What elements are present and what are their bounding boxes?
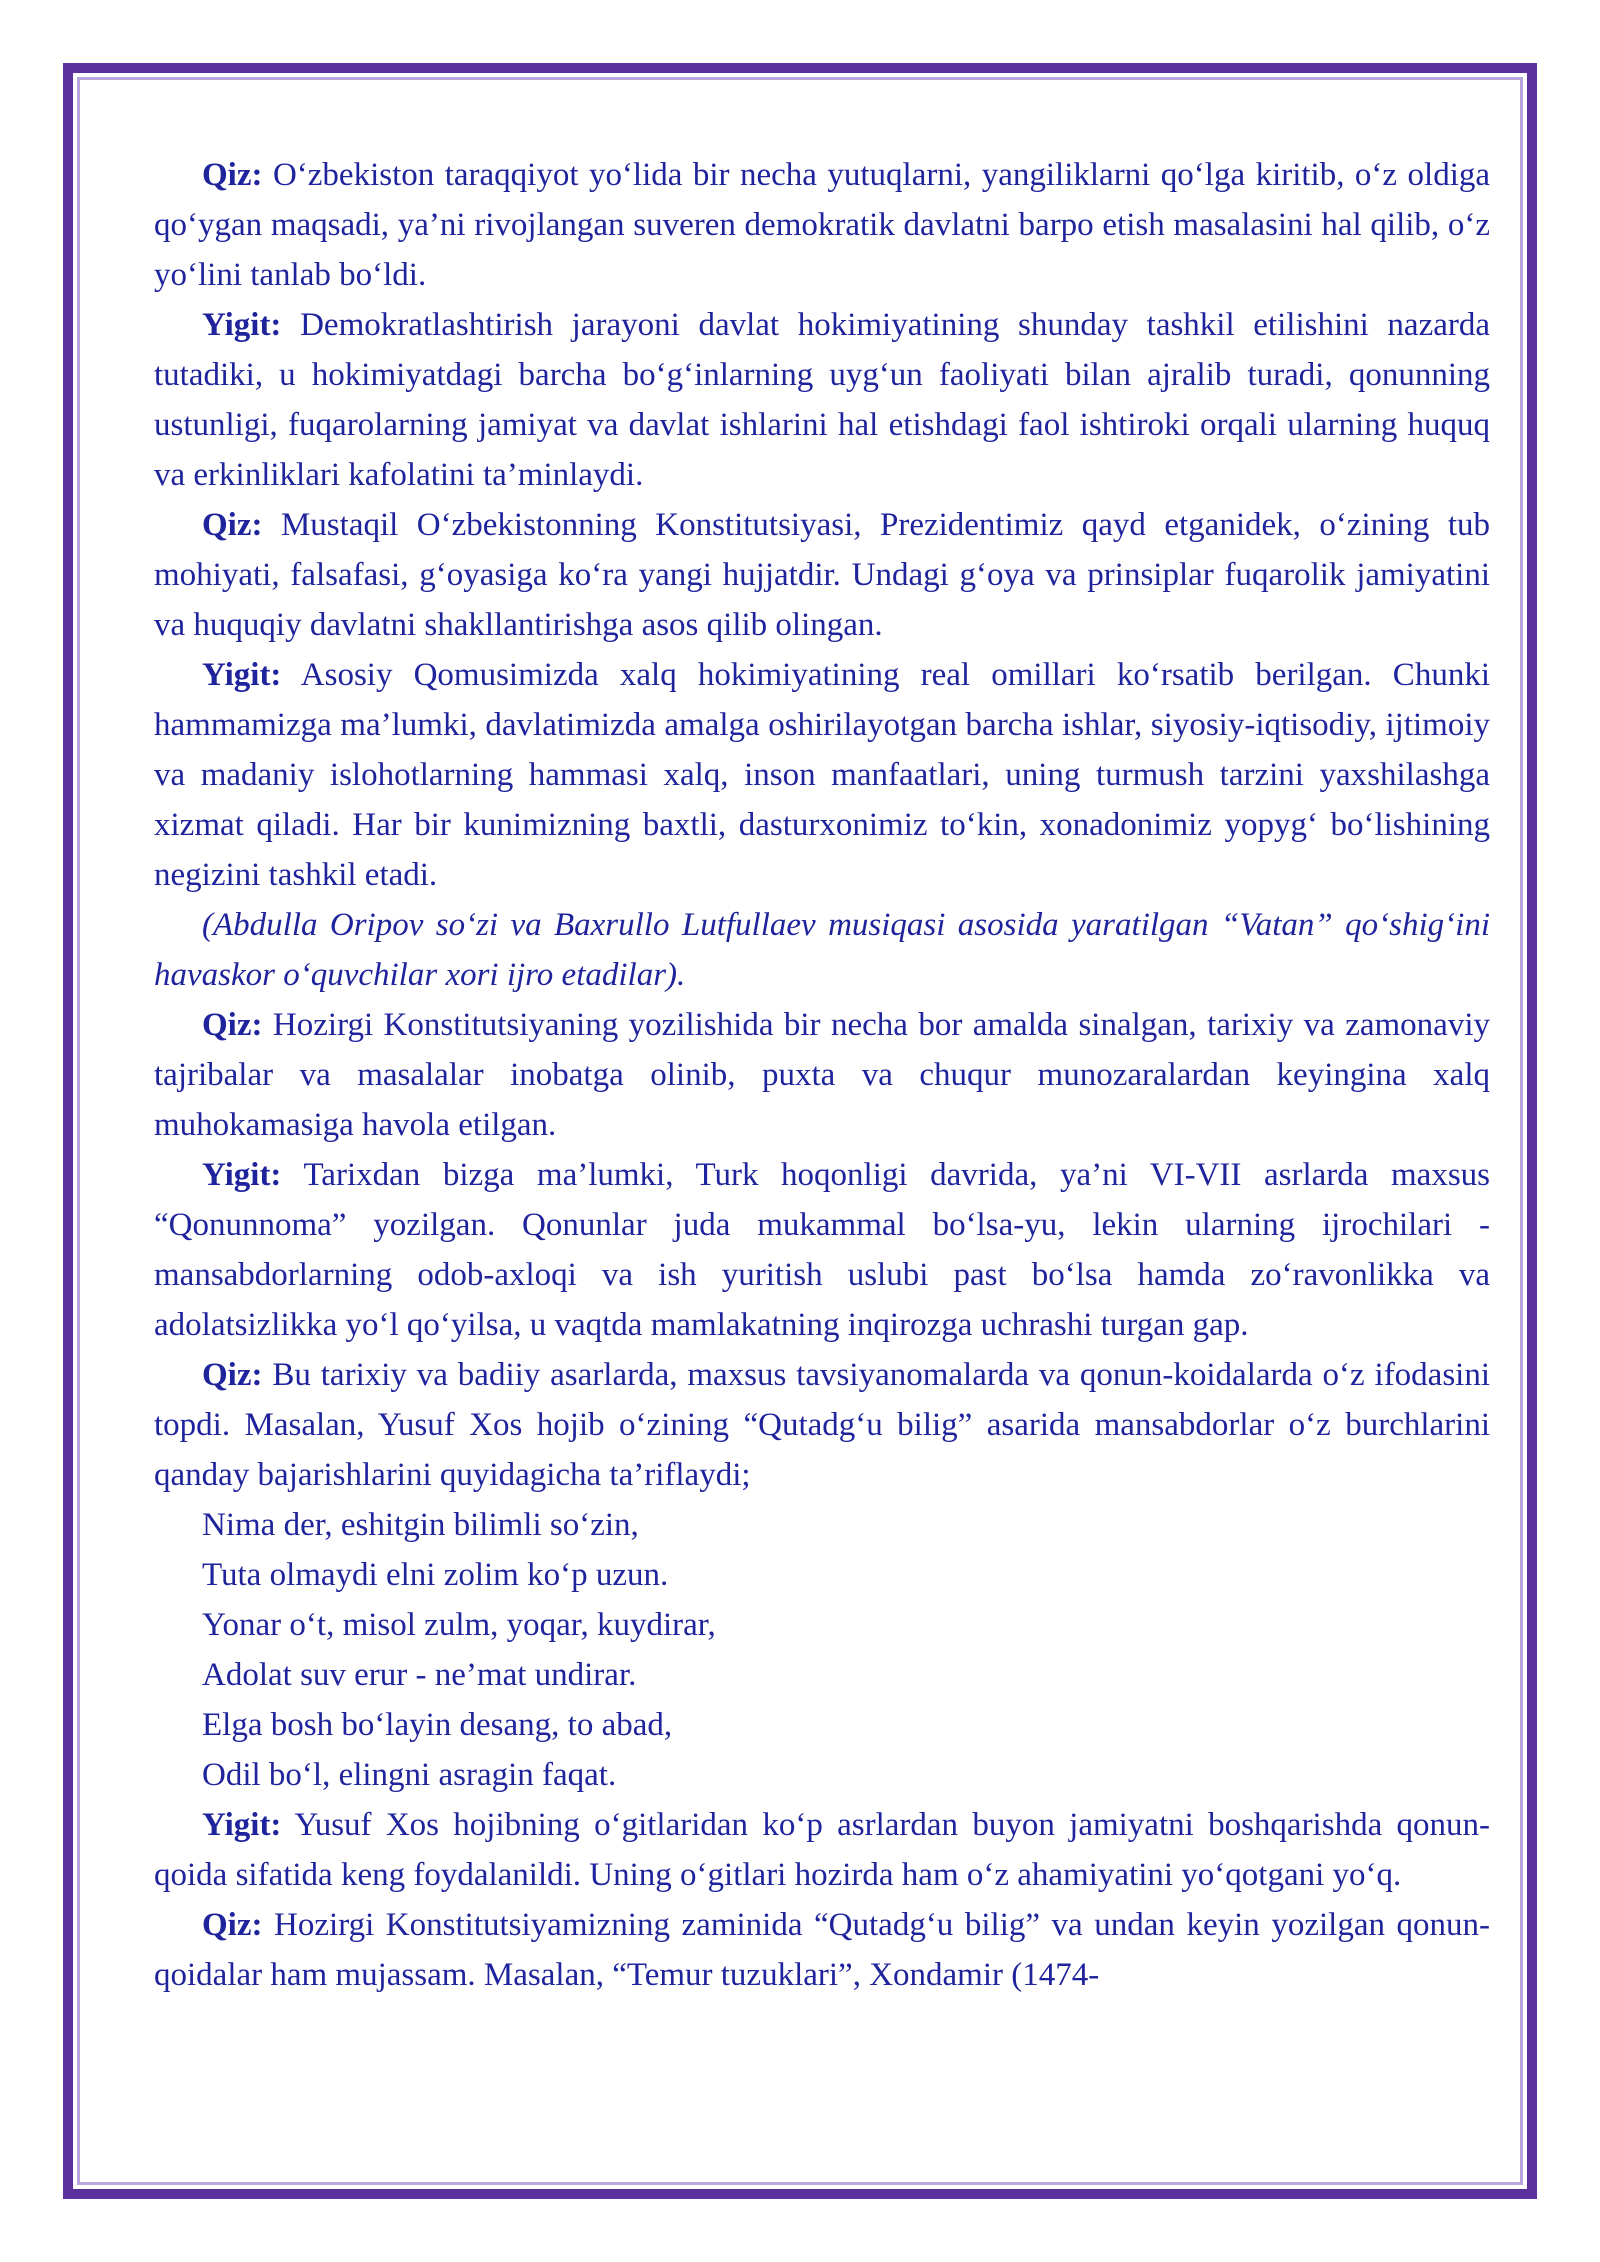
paragraph xyxy=(154,1150,1490,1350)
paragraph xyxy=(154,500,1490,650)
paragraph-text: Tarixdan bizga ma’lumki, Turk hoqonligi davrida, ya’ni VI-VII asrlarda maxsus “Qonunnoma” yozilgan. Qonunlar juda mukammal bo‘lsa-yu, lekin ularning ijrochilari - mansabdorlarning odob-axloqi va ish yuritish uslubi past bo‘lsa hamda zo‘ravonlikka va adolatsizlikka yo‘l qo‘yilsa, u vaqtda mamlakatning inqirozga uchrashi turgan gap. xyxy=(154,1157,1491,1343)
speaker-label: Yigit: xyxy=(202,657,282,693)
verse-line: Adolat suv erur - ne’mat undirar. xyxy=(202,1657,637,1693)
paragraph xyxy=(154,650,1490,900)
document-body xyxy=(154,150,1490,2000)
speaker-label: Qiz: xyxy=(202,1907,263,1943)
paragraph-text: Yusuf Xos hojibning o‘gitlaridan ko‘p asrlardan buyon jamiyatni boshqarishda qonun-qoida sifatida keng foydalanildi. Uning o‘gitlari hozirda ham o‘z ahamiyatini yo‘qotgani yo‘q. xyxy=(154,1807,1490,1893)
verse-line: Tuta olmaydi elni zolim ko‘p uzun. xyxy=(202,1557,669,1593)
speaker-label: Yigit: xyxy=(202,1807,282,1843)
verse-line: Yonar o‘t, misol zulm, yoqar, kuydirar, xyxy=(202,1607,716,1643)
paragraph-text: Hozirgi Konstitutsiyaning yozilishida bir necha bor amalda sinalgan, tarixiy va zamonaviy tajribalar va masalalar inobatga olinib, puxta va chuqur munozaralardan keyingina xalq muhokamasiga havola etilgan. xyxy=(154,1007,1491,1143)
paragraph-text: Bu tarixiy va badiiy asarlarda, maxsus tavsiyanomalarda va qonun-koidalarda o‘z ifodasini topdi. Masalan, Yusuf Xos hojib o‘zining “Qutadg‘u bilig” asarida mansabdorlar o‘z burchlarini qanday bajarishlarini quyidagicha ta’riflaydi; xyxy=(154,1357,1491,1493)
paragraph xyxy=(154,1900,1490,2000)
paragraph-text: Asosiy Qomusimizda xalq hokimiyatining real omillari ko‘rsatib berilgan. Chunki hammamizga ma’lumki, davlatimizda amalga oshirilayotgan barcha ishlar, siyosiy-iqtisodiy, ijtimoiy va madaniy islohotlarning hammasi xalq, inson manfaatlari, uning turmush tarzini yaxshilashga xizmat qiladi. Har bir kunimizning baxtli, dasturxonimiz to‘kin, xonadonimiz yopyg‘ bo‘lishining negizini tashkil etadi. xyxy=(154,657,1490,893)
stage-direction: (Abdulla Oripov so‘zi va Baxrullo Lutfullaev musiqasi asosida yaratilgan “Vatan” qo‘shig‘ini havaskor o‘quvchilar xori ijro etadilar). xyxy=(154,907,1490,993)
paragraph xyxy=(154,1000,1490,1150)
paragraph-text: Hozirgi Konstitutsiyamizning zaminida “Qutadg‘u bilig” va undan keyin yozilgan qonun-qoidalar ham mujassam. Masalan, “Temur tuzuklari”, Xondamir (1474- xyxy=(154,1907,1491,1993)
speaker-label: Yigit: xyxy=(202,307,282,343)
speaker-label: Qiz: xyxy=(202,1357,263,1393)
speaker-label: Yigit: xyxy=(202,1157,282,1193)
verse-line: Odil bo‘l, elingni asragin faqat. xyxy=(202,1757,617,1793)
paragraph xyxy=(154,1800,1490,1900)
paragraph-text: Demokratlashtirish jarayoni davlat hokimiyatining shunday tashkil etilishini nazarda tutadiki, u hokimiyatdagi barcha bo‘g‘inlarning uyg‘un faoliyati bilan ajralib turadi, qonunning ustunligi, fuqarolarning jamiyat va davlat ishlarini hal etishdagi faol ishtiroki orqali ularning huquq va erkinliklari kafolatini ta’minlaydi. xyxy=(154,307,1491,493)
paragraph-text: Mustaqil O‘zbekistonning Konstitutsiyasi, Prezidentimiz qayd etganidek, o‘zining tub mohiyati, falsafasi, g‘oyasiga ko‘ra yangi hujjatdir. Undagi g‘oya va prinsiplar fuqarolik jamiyatini va huquqiy davlatni shakllantirishga asos qilib olingan. xyxy=(154,507,1490,643)
verse-line: Nima der, eshitgin bilimli so‘zin, xyxy=(202,1507,639,1543)
paragraph xyxy=(154,150,1490,300)
paragraph-text: O‘zbekiston taraqqiyot yo‘lida bir necha yutuqlarni, yangiliklarni qo‘lga kiritib, o‘z oldiga qo‘ygan maqsadi, ya’ni rivojlangan suveren demokratik davlatni barpo etish masalasini hal qilib, o‘z yo‘lini tanlab bo‘ldi. xyxy=(154,157,1491,293)
speaker-label: Qiz: xyxy=(202,507,263,543)
paragraph xyxy=(154,1350,1490,1500)
speaker-label: Qiz: xyxy=(202,1007,263,1043)
paragraph xyxy=(154,300,1490,500)
speaker-label: Qiz: xyxy=(202,157,263,193)
verse-line: Elga bosh bo‘layin desang, to abad, xyxy=(202,1707,673,1743)
